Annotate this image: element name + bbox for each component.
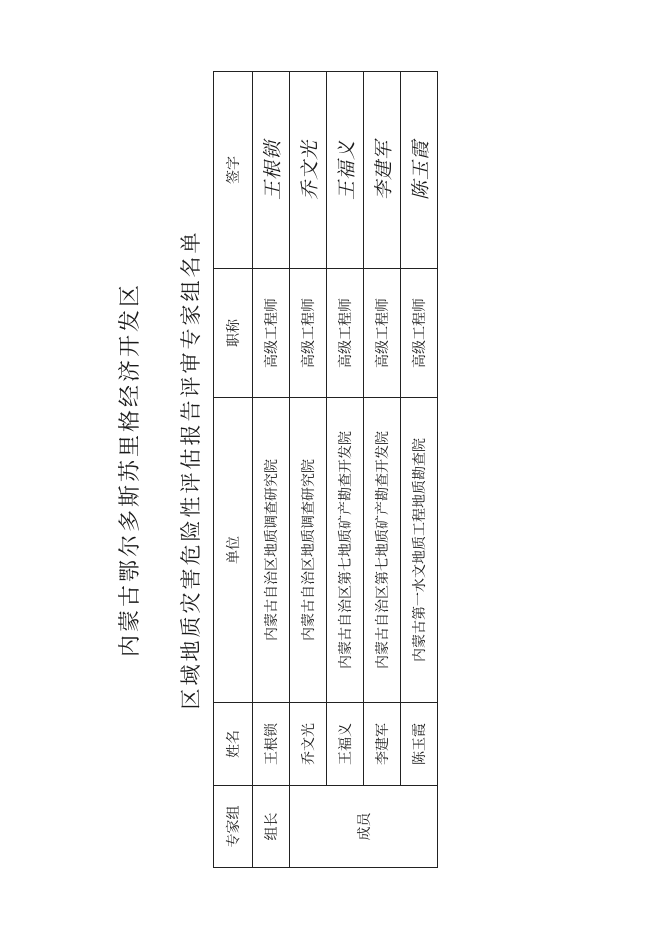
unit-cell: 内蒙古自治区地质调查研究院: [253, 398, 290, 703]
header-group: 专家组: [214, 786, 253, 868]
signature-cell: 乔文光: [290, 72, 327, 269]
title-cell: 高级工程师: [401, 269, 438, 398]
name-cell: 王根锁: [253, 703, 290, 786]
group-leader-cell: 组长: [253, 786, 290, 868]
table-row: [290, 72, 327, 868]
unit-cell: 内蒙古自治区地质调查研究院: [290, 398, 327, 703]
signature-cell: 王根锁: [253, 72, 290, 269]
title-cell: 高级工程师: [290, 269, 327, 398]
table-header-row: [214, 72, 253, 868]
expert-group-table: [213, 71, 438, 868]
header-signature: 签字: [214, 72, 253, 269]
header-title: 职称: [214, 269, 253, 398]
document-title: 内蒙古鄂尔多斯苏里格经济开发区: [118, 282, 143, 658]
unit-cell: 内蒙古第一水文地质工程地质勘查院: [401, 398, 438, 703]
group-members-cell: 成员: [290, 786, 438, 868]
title-cell: 高级工程师: [327, 269, 364, 398]
document-subtitle: 区域地质灾害危险性评估报告评审专家组名单: [179, 229, 203, 710]
signature-cell: 陈玉霞: [401, 72, 438, 269]
signature-cell: 李建军: [364, 72, 401, 269]
unit-cell: 内蒙古自治区第七地质矿产勘查开发院: [364, 398, 401, 703]
table-row: [401, 72, 438, 868]
table-row: [364, 72, 401, 868]
name-cell: 王福义: [327, 703, 364, 786]
title-cell: 高级工程师: [253, 269, 290, 398]
table-row: [253, 72, 290, 868]
name-cell: 李建军: [364, 703, 401, 786]
header-name: 姓名: [214, 703, 253, 786]
name-cell: 乔文光: [290, 703, 327, 786]
signature-cell: 王福义: [327, 72, 364, 269]
header-unit: 单位: [214, 398, 253, 703]
unit-cell: 内蒙古自治区第七地质矿产勘查开发院: [327, 398, 364, 703]
name-cell: 陈玉霞: [401, 703, 438, 786]
table-row: [327, 72, 364, 868]
title-cell: 高级工程师: [364, 269, 401, 398]
